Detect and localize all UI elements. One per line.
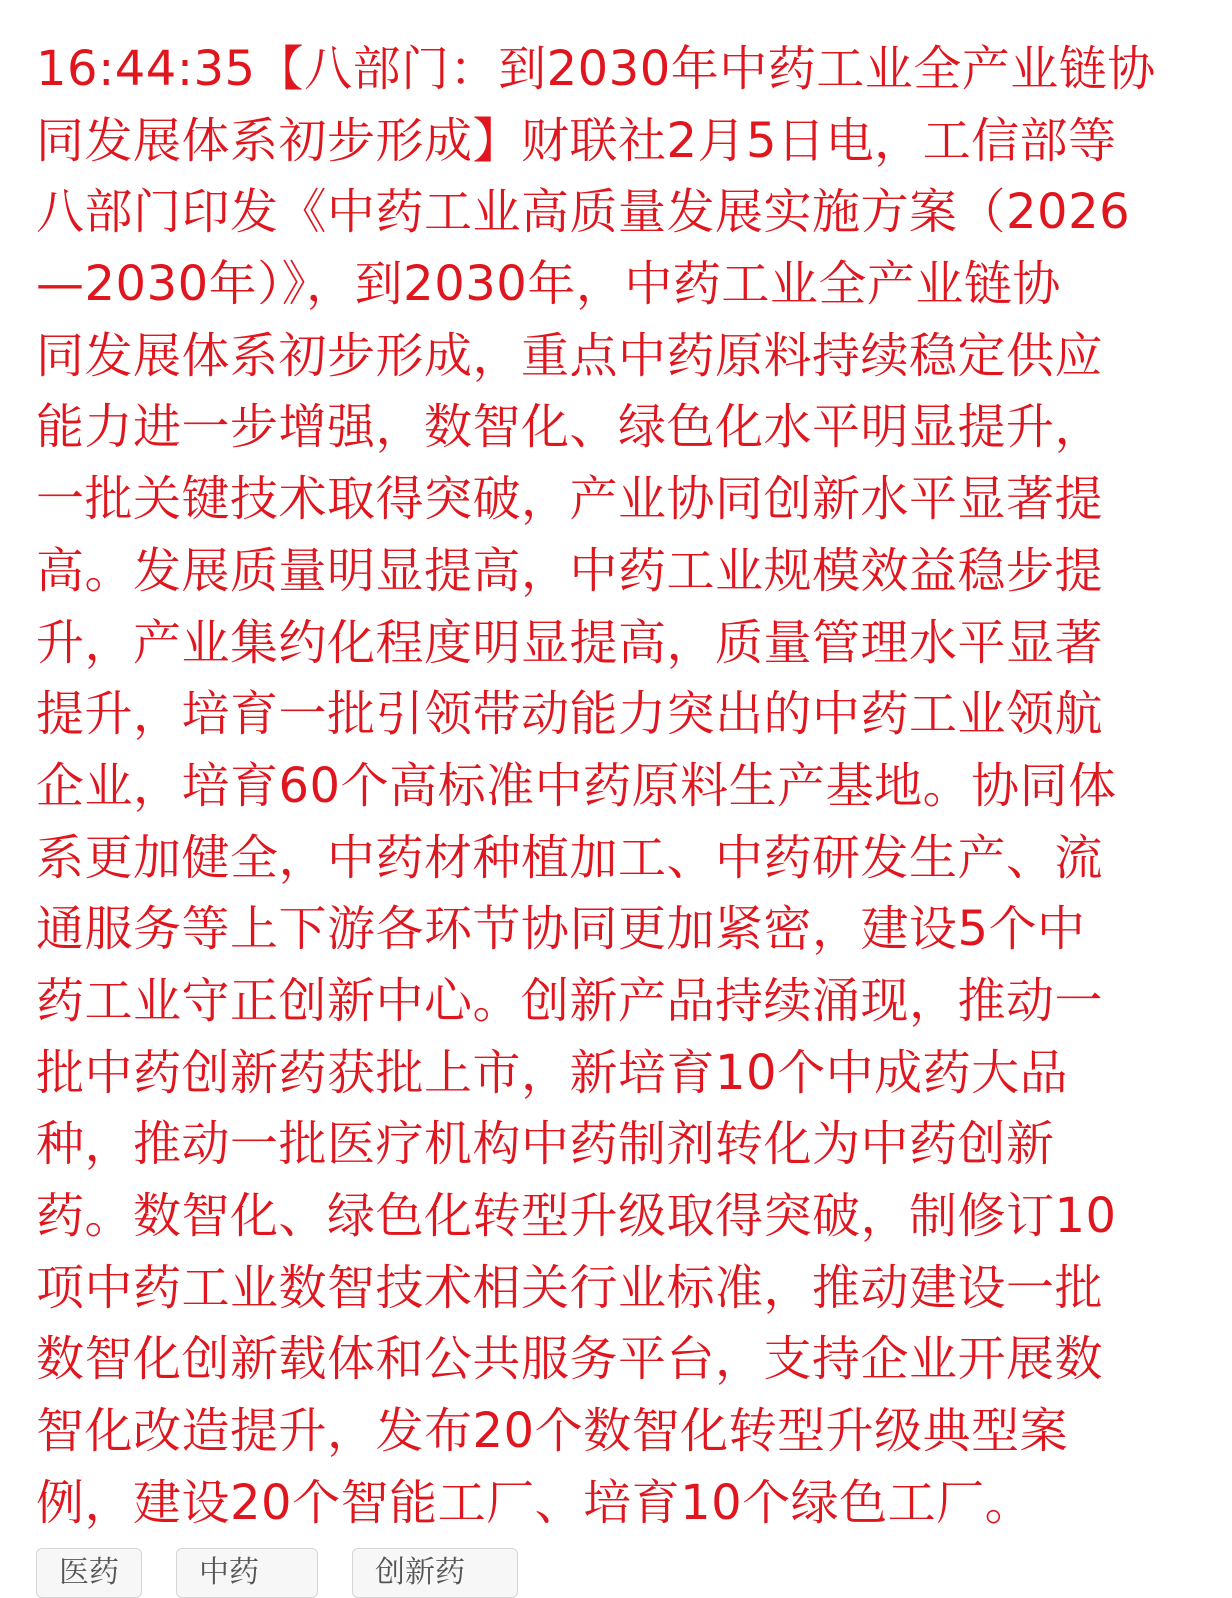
tag-innovative-drug[interactable]: 创新药 — [352, 1548, 518, 1598]
article-line: 药。数智化、绿色化转型升级取得突破，制修订10 — [36, 1188, 1117, 1244]
article-line: 例，建设20个智能工厂、培育10个绿色工厂。 — [36, 1474, 1034, 1531]
article-line: 高。发展质量明显提高，中药工业规模效益稳步提 — [36, 542, 1104, 599]
article-line: 数智化创新载体和公共服务平台，支持企业开展数 — [36, 1331, 1104, 1388]
article-line: 能力进一步增强，数智化、绿色化水平明显提升， — [36, 399, 1104, 456]
article-line: 企业，培育60个高标准中药原料生产基地。协同体 — [36, 757, 1117, 814]
article-line: 种，推动一批医疗机构中药制剂转化为中药创新 — [36, 1116, 1055, 1173]
article-line: 系更加健全，中药材种植加工、中药研发生产、流 — [36, 829, 1104, 886]
article-line: 智化改造提升，发布20个数智化转型升级典型案 — [36, 1403, 1069, 1460]
article-line: 通服务等上下游各环节协同更加紧密，建设5个中 — [36, 901, 1086, 958]
article-line: 同发展体系初步形成，重点中药原料持续稳定供应 — [36, 327, 1104, 384]
article-line: 提升，培育一批引领带动能力突出的中药工业领航 — [36, 686, 1104, 743]
article-line: 八部门印发《中药工业高质量发展实施方案（2026 — [36, 184, 1131, 241]
article-line: 升，产业集约化程度明显提高，质量管理水平显著 — [36, 614, 1104, 671]
article-line: 同发展体系初步形成】财联社2月5日电，工信部等 — [36, 112, 1117, 169]
article-line: 药工业守正创新中心。创新产品持续涌现，推动一 — [36, 972, 1104, 1029]
article-line: 项中药工业数智技术相关行业标准，推动建设一批 — [36, 1259, 1104, 1316]
article-line: 16:44:35【八部门：到2030年中药工业全产业链协 — [36, 41, 1156, 97]
tag-tcm[interactable]: 中药 — [176, 1548, 318, 1598]
topic-tags — [36, 1548, 518, 1598]
article-line: —2030年）》，到2030年，中药工业全产业链协 — [36, 256, 1061, 313]
article-line: 批中药创新药获批上市，新培育10个中成药大品 — [36, 1044, 1069, 1101]
article-line: 一批关键技术取得突破，产业协同创新水平显著提 — [36, 471, 1104, 528]
news-article-body — [36, 34, 1196, 1539]
tag-medicine[interactable]: 医药 — [36, 1548, 142, 1598]
